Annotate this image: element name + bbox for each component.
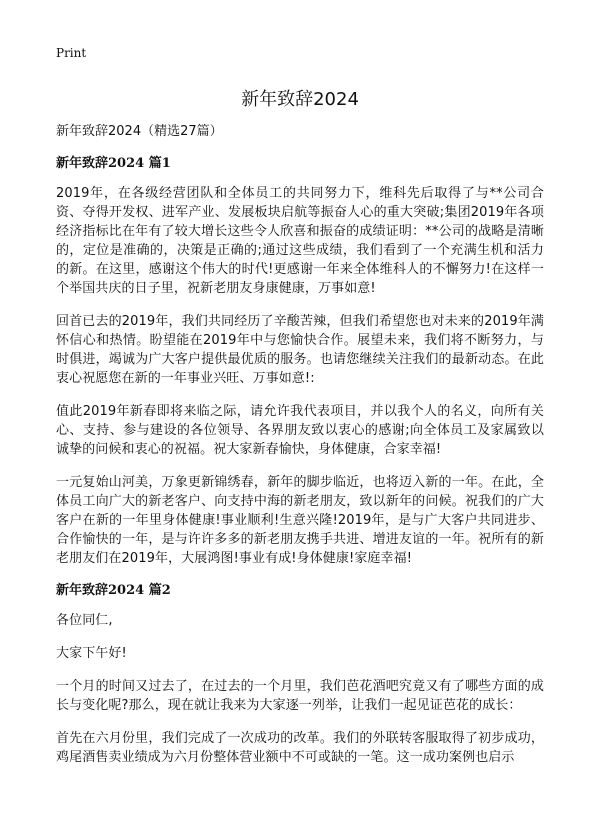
section-heading-1: 新年致辞2024 篇1: [56, 156, 171, 171]
paragraph: 回首已去的2019年，我们共同经历了辛酸苦辣，但我们希望您也对未来的2019年满怀信心和热情。盼望能在2019年中与您愉快合作。展望未来，我们将不断努力，与时俱进，竭诚为广大客户提供最优质的服务。也请您继续关注我们的最新动态。在此衷心祝愿您在新的一年事业兴旺、万事如意!:: [56, 314, 544, 386]
paragraph: 一个月的时间又过去了，在过去的一个月里，我们芭花酒吧究竟又有了哪些方面的成长与变化呢?那么，现在就让我来为大家逐一列举，让我们一起见证芭花的成长：: [56, 679, 544, 713]
print-link[interactable]: Print: [56, 46, 87, 60]
paragraph: 首先在六月份里，我们完成了一次成功的改革。我们的外联转客服取得了初步成功，鸡尾酒售卖业绩成为六月份整体营业额中不可或缺的一笔。这一成功案例也启示: [56, 731, 544, 765]
document-title: 新年致辞2024: [241, 89, 359, 110]
section-heading-2: 新年致辞2024 篇2: [56, 583, 171, 598]
paragraph: 一元复始山河美，万象更新锦绣春，新年的脚步临近，也将迈入新的一年。在此，全体员工向广大的新老客户、向支持中海的新老朋友，致以新年的问候。祝我们的广大客户在新的一年里身体健康!事业顺利!生意兴隆!2019年，是与广大客户共同进步、合作愉快的一年，是与许许多多的新老朋友携手共进、增进友谊的一年。祝所有的新老朋友们在2019年，大展鸿图!事业有成!身体健康!家庭幸福!: [56, 475, 544, 566]
paragraph: 2019年，在各级经营团队和全体员工的共同努力下，维科先后取得了与**公司合资、夺得开发权、进军产业、发展板块启航等振奋人心的重大突破;集团2019年各项经济指标比在年有了较大增长这些令人欣喜和振奋的成绩证明：**公司的战略是清晰的，定位是准确的，决策是正确的;通过这些成绩，我们看到了一个充满生机和活力的新。在这里，感谢这个伟大的时代!更感谢一年来全体维科人的不懈努力!在这样一个举国共庆的日子里，祝新老朋友身康健康，万事如意!: [56, 186, 544, 296]
section-2: [56, 582, 544, 767]
paragraph: 大家下午好!: [56, 646, 127, 661]
section-1: [56, 155, 544, 568]
document-subtitle: 新年致辞2024（精选27篇）: [56, 124, 223, 139]
paragraph: 值此2019年新春即将来临之际，请允许我代表项目，并以我个人的名义，向所有关心、支持、参与建设的各位领导、各界朋友致以衷心的感谢;向全体员工及家属致以诚挚的问候和衷心的祝福。祝大家新春愉快，身体健康，合家幸福!: [56, 404, 544, 457]
paragraph: 各位同仁,: [56, 613, 113, 628]
